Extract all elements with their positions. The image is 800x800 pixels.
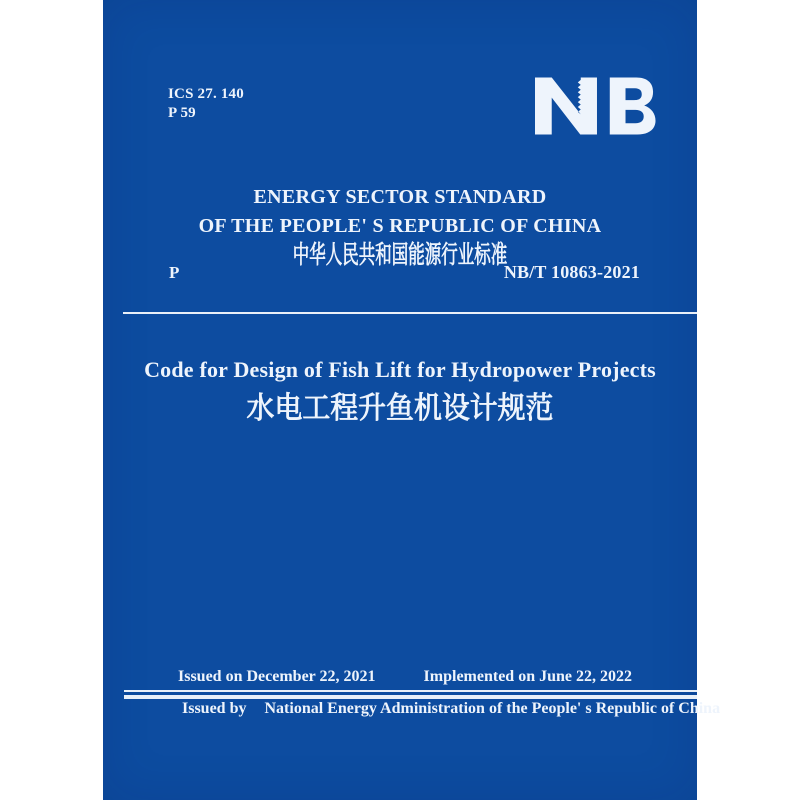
- dates-row: [178, 668, 632, 686]
- org-name-en-line1: ENERGY SECTOR STANDARD: [253, 186, 547, 208]
- standard-cover-page: [103, 0, 721, 800]
- header-rule: [123, 312, 697, 314]
- standard-code-row: [169, 262, 640, 283]
- issuer-row: [182, 700, 721, 718]
- standard-number: NB/T 10863-2021: [503, 262, 640, 282]
- ics-classification-block: [168, 85, 244, 123]
- title-block: [103, 358, 697, 425]
- footer-rule-thin: [124, 690, 697, 692]
- title-chinese: 水电工程升鱼机设计规范: [246, 391, 554, 426]
- org-name-zh: 中华人民共和国能源行业标准: [292, 241, 508, 269]
- ics-number: ICS 27. 140: [168, 86, 244, 102]
- title-english: Code for Design of Fish Lift for Hydropower Projects: [144, 357, 656, 382]
- issued-by-label: Issued by: [182, 700, 247, 717]
- issued-date: Issued on December 22, 2021: [178, 668, 376, 685]
- org-name-en-line2: OF THE PEOPLE' S REPUBLIC OF CHINA: [198, 214, 602, 237]
- standard-header: [103, 183, 697, 269]
- implemented-date: Implemented on June 22, 2022: [423, 668, 632, 685]
- nb-logo-icon: [535, 77, 657, 135]
- footer-rule-thick: [124, 695, 697, 699]
- issuer-organization: National Energy Administration of the People' s Republic of China: [264, 700, 721, 717]
- doc-class-code: P 59: [168, 105, 196, 121]
- class-letter: P: [169, 263, 180, 282]
